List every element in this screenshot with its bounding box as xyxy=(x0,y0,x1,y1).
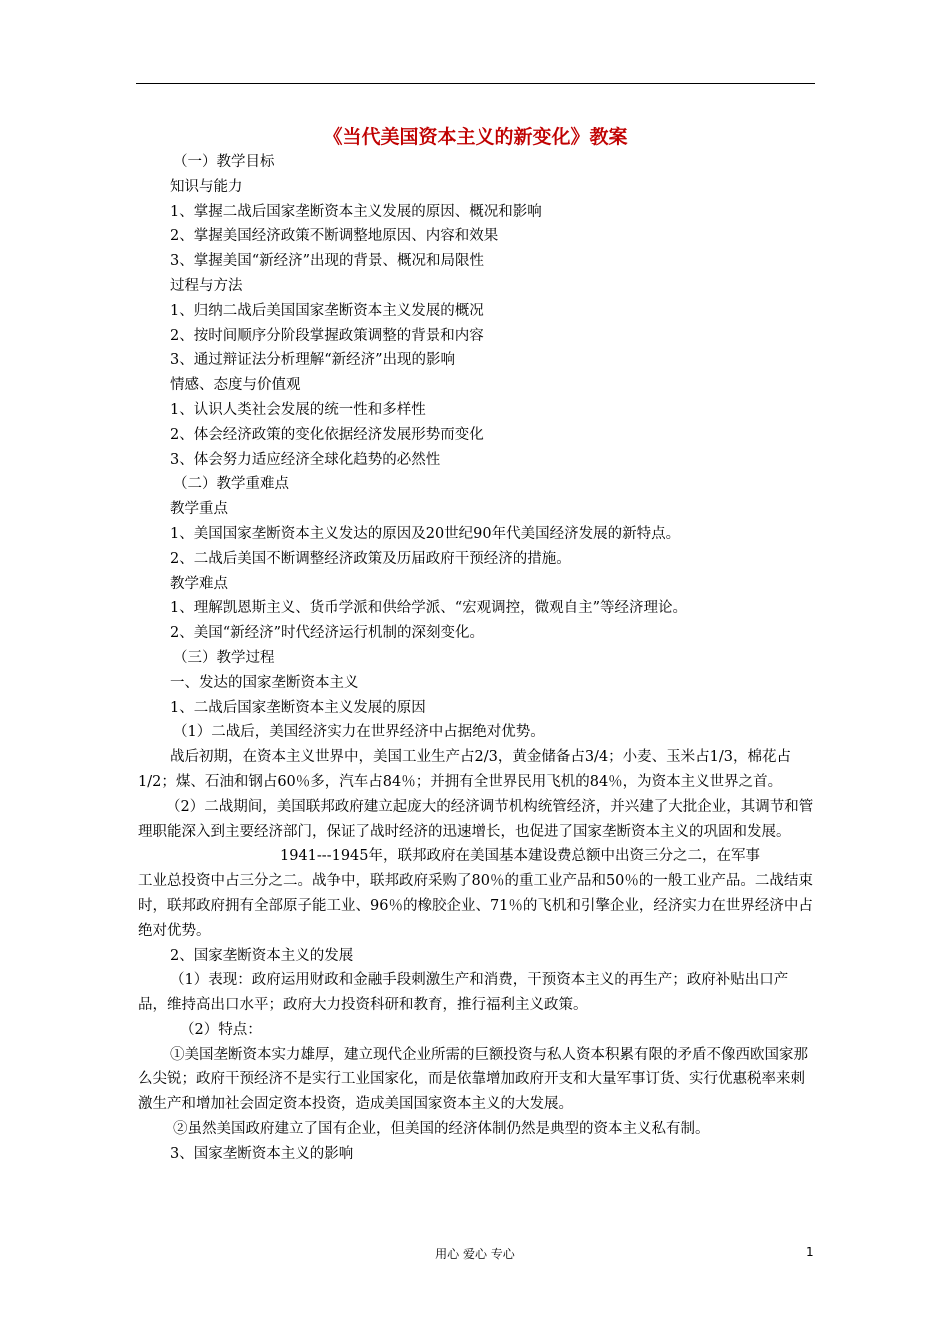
paragraph: 战后初期，在资本主义世界中，美国工业生产占2/3，黄金储备占3/4；小麦、玉米占1/3，棉花占1/2；煤、石油和钢占60％多，汽车占84％；并拥有全世界民用飞机的84％，为资本主义世界之首。 xyxy=(138,749,792,790)
list-item: 2、体会经济政策的变化依据经济发展形势而变化 xyxy=(170,426,484,443)
document-title: 《当代美国资本主义的新变化》教案 xyxy=(323,126,628,148)
subheading-values: 情感、态度与价值观 xyxy=(170,377,301,394)
list-item: 2、二战后美国不断调整经济政策及历届政府干预经济的措施。 xyxy=(170,550,571,567)
paragraph: ①美国垄断资本实力雄厚，建立现代企业所需的巨额投资与私人资本积累有限的矛盾不像西欧国家那么尖锐；政府干预经济不是实行工业国家化，而是依靠增加政府开支和大量军事订货、实行优惠税率来刺激生产和增加社会固定资本投资，造成美国国家资本主义的大发展。 xyxy=(138,1046,808,1113)
subheading-process: 过程与方法 xyxy=(170,277,243,294)
list-item: 2、按时间顺序分阶段掌握政策调整的背景和内容 xyxy=(170,327,484,344)
list-item: 1、美国国家垄断资本主义发达的原因及20世纪90年代美国经济发展的新特点。 xyxy=(170,525,681,542)
list-item: 1、归纳二战后美国国家垄断资本主义发展的概况 xyxy=(170,302,484,319)
subheading-knowledge: 知识与能力 xyxy=(170,178,243,195)
list-item: 3、体会努力适应经济全球化趋势的必然性 xyxy=(170,451,441,468)
page-number: 1 xyxy=(806,1245,814,1259)
section-heading-process: （三）教学过程 xyxy=(173,649,275,666)
part-subheading: 1、二战后国家垄断资本主义发展的原因 xyxy=(170,699,426,716)
paragraph: 工业总投资中占三分之二。战争中，联邦政府采购了80％的重工业产品和50％的一般工业产品。二战结束时，联邦政府拥有全部原子能工业、96％的橡胶企业、71％的飞机和引擎企业，经济实力在世界经济中占绝对优势。 xyxy=(138,873,813,939)
section-heading-objectives: （一）教学目标 xyxy=(173,154,275,170)
paragraph: （1）表现：政府运用财政和金融手段刺激生产和消费，干预资本主义的再生产；政府补贴出口产品，维持高出口水平；政府大力投资科研和教育，推行福利主义政策。 xyxy=(138,972,789,1014)
list-item: 1、掌握二战后国家垄断资本主义发展的原因、概况和影响 xyxy=(170,203,542,220)
reason-line: （1）二战后，美国经济实力在世界经济中占据绝对优势。 xyxy=(173,724,545,741)
list-item: 1、理解凯恩斯主义、货币学派和供给学派、“宏观调控，微观自主”等经济理论。 xyxy=(170,600,688,617)
part-subheading: 3、国家垄断资本主义的影响 xyxy=(170,1145,354,1162)
subheading-difficulty: 教学难点 xyxy=(170,575,228,592)
list-item: 3、掌握美国“新经济”出现的背景、概况和局限性 xyxy=(170,253,485,270)
paragraph: ②虽然美国政府建立了国有企业，但美国的经济体制仍然是典型的资本主义私有制。 xyxy=(173,1121,710,1138)
list-item: 2、掌握美国经济政策不断调整地原因、内容和效果 xyxy=(170,228,499,245)
paragraph-first-line: 1941---1945年，联邦政府在美国基本建设费总额中出资三分之二，在军事 xyxy=(280,848,760,865)
page-footer: 用心 爱心 专心 xyxy=(435,1247,515,1261)
part-subheading: 2、国家垄断资本主义的发展 xyxy=(170,947,354,964)
list-item: 1、认识人类社会发展的统一性和多样性 xyxy=(170,401,426,418)
paragraph: （2）二战期间，美国联邦政府建立起庞大的经济调节机构统管经济，并兴建了大批企业，其调节和管理职能深入到主要经济部门，保证了战时经济的迅速增长，也促进了国家垄断资本主义的巩固和发展。 xyxy=(138,798,814,840)
subheading-focus: 教学重点 xyxy=(170,501,228,518)
header-rule xyxy=(136,83,815,84)
list-item: 2、美国“新经济”时代经济运行机制的深刻变化。 xyxy=(170,625,485,642)
list-item: 3、通过辩证法分析理解“新经济”出现的影响 xyxy=(170,352,456,369)
part-heading: 一、发达的国家垄断资本主义 xyxy=(170,674,359,691)
document-body xyxy=(138,150,815,1167)
section-heading-key-points: （二）教学重难点 xyxy=(173,476,289,493)
features-heading: （2）特点： xyxy=(180,1021,262,1038)
